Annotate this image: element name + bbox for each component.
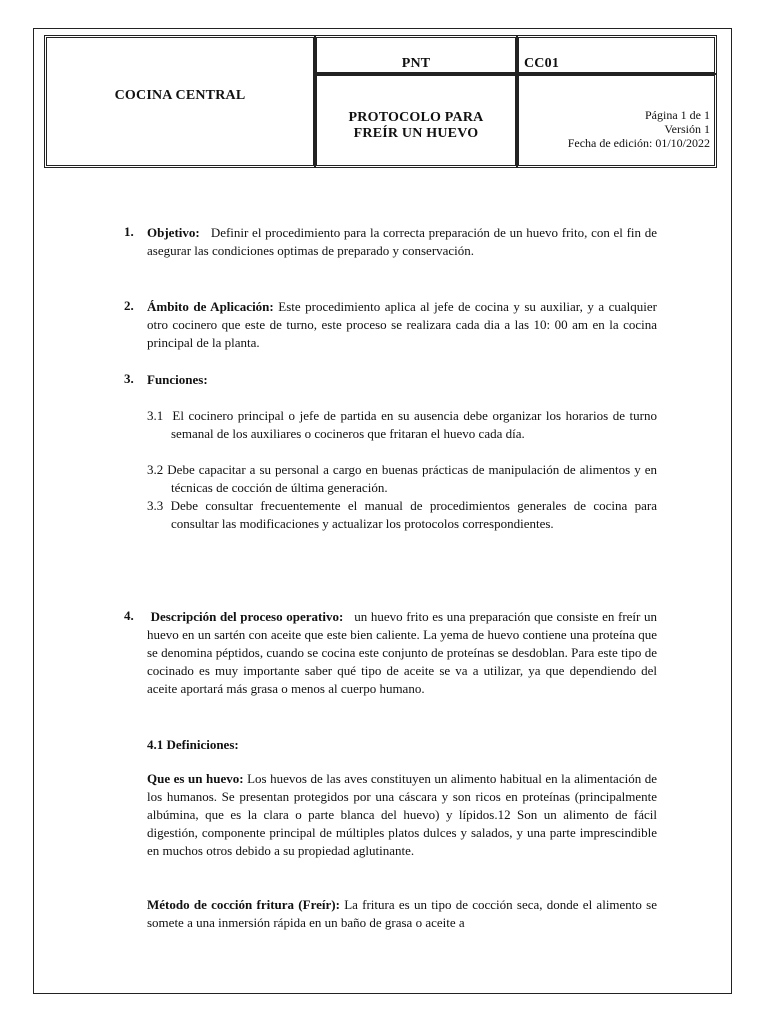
section-4-body (147, 608, 657, 698)
section-2-body (147, 298, 657, 352)
list-item-3-3 (147, 497, 657, 533)
list-item-3-1 (147, 407, 657, 443)
section-3-heading: Funciones: (147, 372, 208, 387)
doc-title-line2: FREÍR UN HUEVO (353, 126, 479, 141)
definition-huevo-text: Los huevos de las aves constituyen un alimento habitual en la alimentación de los humanos. Se presentan protegidos por una cáscara y son ricos en proteínas (principalmente albúmina, que es la clara o parte blanca del huevo) y lípidos.12 Son un alimento de fácil digestión, componente principal de múltiples platos dulces y salados, y una parte imprescindible en muchos otros debido a su propiedad aglutinante. (147, 771, 658, 858)
section-1-number: 1. (124, 224, 134, 239)
definition-huevo-term: Que es un huevo: (147, 771, 244, 786)
list-item-3-2 (147, 461, 657, 497)
item-3-1-text: El cocinero principal o jefe de partida en su ausencia debe organizar los horarios de turno semanal de los auxiliares o cocineros que fritaran el huevo cada día. (171, 408, 658, 441)
org-name: COCINA CENTRAL (114, 88, 246, 103)
doc-meta (568, 108, 710, 150)
section-1-heading: Objetivo: (147, 225, 200, 240)
definition-huevo (147, 770, 657, 860)
doc-code: CC01 (524, 56, 560, 71)
item-3-3-number: 3.3 (147, 498, 164, 513)
section-3-number: 3. (124, 371, 134, 386)
section-2-text: Este procedimiento aplica al jefe de cocina y su auxiliar, y a cualquier otro cocinero que este de turno, este proceso se realizara cada dia a las 10: 00 am en la cocina principal de la planta. (147, 299, 657, 350)
item-3-2-text: Debe capacitar a su personal a cargo en buenas prácticas de manipulación de alimentos y en técnicas de cocción de última generación. (167, 462, 657, 495)
section-4-number: 4. (124, 608, 134, 623)
definition-fritura-term: Método de cocción fritura (Freír): (147, 897, 340, 912)
item-3-3-text: Debe consultar frecuentemente el manual de procedimientos generales de cocina para consultar las modificaciones y actualizar los protocolos correspondientes. (170, 498, 657, 531)
doc-title (320, 110, 512, 142)
page-number: Página 1 de 1 (645, 108, 710, 122)
version: Versión 1 (664, 122, 710, 136)
section-3-heading-wrap (147, 371, 657, 389)
item-3-1-number: 3.1 (147, 408, 164, 423)
section-4-text: un huevo frito es una preparación que consiste en freír un huevo en un sartén con aceite que este bien caliente. La yema de huevo contiene una proteína que se denomina péptidos, cuando se cocina este conjunto de proteínas se desdoblan. Para este tipo de cocinado es muy importante saber qué tipo de aceite se va a utilizar, ya que dependiendo del aceite aportará más grasa o menos al cuerpo humano. (147, 609, 657, 696)
definition-fritura-text: La fritura es un tipo de cocción seca, donde el alimento se somete a una inmersión rápida en un baño de grasa o aceite a (147, 897, 658, 930)
doc-type: PNT (401, 56, 431, 71)
subsection-4-1-heading-wrap (147, 736, 657, 754)
section-1-body (147, 224, 657, 260)
edition-date: Fecha de edición: 01/10/2022 (567, 136, 710, 150)
subsection-4-1-heading: 4.1 Definiciones: (147, 737, 239, 752)
doc-title-line1: PROTOCOLO PARA (348, 110, 484, 125)
section-2-number: 2. (124, 298, 134, 313)
section-1-text: Definir el procedimiento para la correcta preparación de un huevo frito, con el fin de asegurar las condiciones optimas de preparado y conservación. (147, 225, 658, 258)
section-2-heading: Ámbito de Aplicación: (147, 299, 274, 314)
item-3-2-number: 3.2 (147, 462, 164, 477)
definition-fritura (147, 896, 657, 932)
section-4-heading: Descripción del proceso operativo: (150, 609, 344, 624)
